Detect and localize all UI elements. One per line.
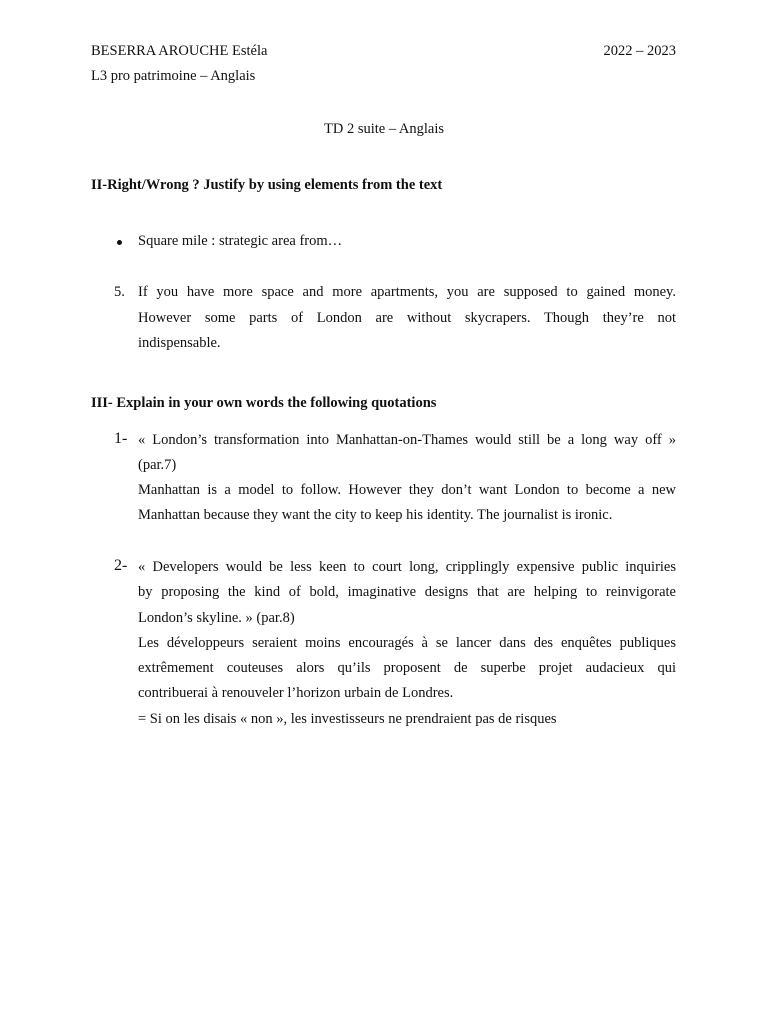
- item-5-line: If you have more space and more apartments, you are supposed to gained money.: [138, 284, 676, 300]
- page-title: TD 2 suite – Anglais: [323, 121, 445, 137]
- item-5-text: [138, 280, 676, 357]
- item-5-number: 5.: [114, 284, 125, 300]
- academic-year: 2022 – 2023: [603, 43, 676, 59]
- quote-1-text: [138, 428, 676, 528]
- quote-1-line: Manhattan is a model to follow. However they don’t want London to become a new: [138, 482, 676, 498]
- bullet-text: Square mile : strategic area from…: [138, 233, 343, 249]
- quote-1-line: Manhattan because they want the city to keep his identity. The journalist is ironic.: [138, 507, 613, 523]
- quote-2-line: « Developers would be less keen to court long, cripplingly expensive public inquiries: [138, 559, 676, 575]
- quote-2-line: extrêmement couteuses alors qu’ils proposent de superbe projet audacieux qui: [138, 660, 676, 677]
- quote-2-text: [138, 555, 676, 732]
- quote-2-number: 2-: [114, 557, 128, 574]
- section-3-heading: III- Explain in your own words the following quotations: [91, 395, 437, 411]
- quote-2-line: Les développeurs seraient moins encouragés à se lancer dans des enquêtes publiques: [138, 634, 676, 651]
- quote-1-line: « London’s transformation into Manhattan-on-Thames would still be a long way off »: [138, 432, 676, 448]
- section-2-heading: II-Right/Wrong ? Justify by using elements from the text: [91, 177, 443, 193]
- quote-2-line: = Si on les disais « non », les investisseurs ne prendraient pas de risques: [138, 710, 557, 727]
- quote-2-line: contribuerai à renouveler l’horizon urbain de Londres.: [138, 685, 454, 702]
- item-5-line: indispensable.: [138, 335, 221, 351]
- program-name: L3 pro patrimoine – Anglais: [91, 68, 256, 84]
- author-name: BESERRA AROUCHE Estéla: [91, 43, 268, 59]
- quote-2-line: by proposing the kind of bold, imaginative designs that are helping to reinvigorate: [138, 584, 676, 601]
- quote-1-number: 1-: [114, 430, 128, 447]
- item-5-line: However some parts of London are without skycrapers. Though they’re not: [138, 309, 676, 326]
- quote-1-line: (par.7): [138, 457, 177, 473]
- quote-2-line: London’s skyline. » (par.8): [138, 609, 295, 626]
- bullet-icon: [117, 240, 122, 245]
